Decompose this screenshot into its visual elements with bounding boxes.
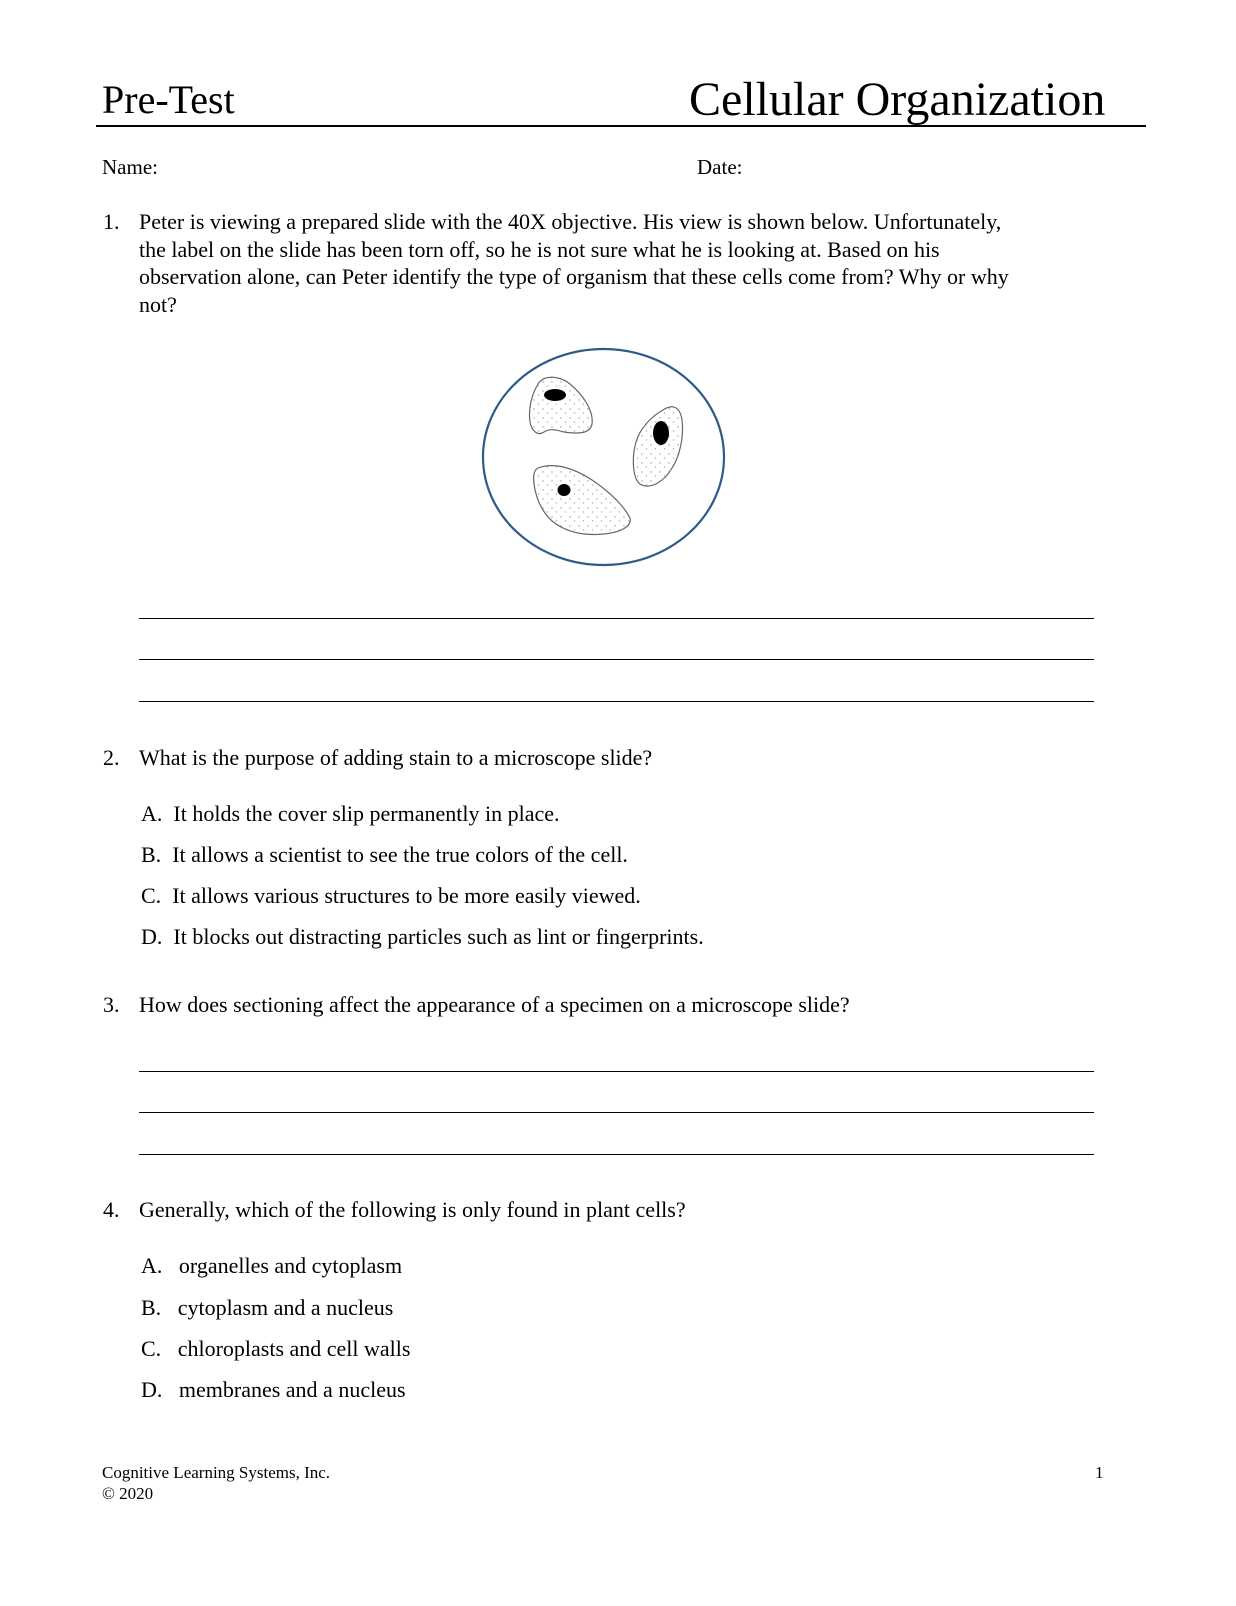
question-2-option-a[interactable] (141, 800, 560, 828)
option-letter: D. (141, 924, 163, 949)
option-text: membranes and a nucleus (178, 1377, 406, 1402)
question-2-number: 2. (103, 745, 120, 770)
option-text: chloroplasts and cell walls (177, 1336, 411, 1361)
question-4-number: 4. (103, 1197, 120, 1222)
option-text: organelles and cytoplasm (178, 1253, 403, 1278)
question-1-number: 1. (103, 209, 120, 234)
question-4-option-c[interactable] (141, 1335, 410, 1363)
option-text: cytoplasm and a nucleus (177, 1295, 394, 1320)
answer-line-q1-1[interactable] (139, 618, 1094, 619)
question-4-option-a[interactable] (141, 1252, 402, 1280)
question-4-text: Generally, which of the following is only found in plant cells? (139, 1197, 686, 1222)
option-letter: B. (141, 842, 162, 867)
question-2-option-c[interactable] (141, 882, 641, 910)
option-text: It allows various structures to be more easily viewed. (172, 883, 641, 908)
footer-company: Cognitive Learning Systems, Inc. (102, 1463, 331, 1482)
option-letter: C. (141, 1336, 162, 1361)
question-4-option-d[interactable] (141, 1376, 406, 1404)
microscope-view-figure (478, 344, 730, 570)
page-title-topic: Cellular Organization (689, 73, 1106, 126)
option-letter: A. (141, 801, 163, 826)
option-text: It allows a scientist to see the true colors of the cell. (172, 842, 628, 867)
question-1-line: not? (139, 291, 177, 317)
question-1-line: the label on the slide has been torn off, so he is not sure what he is looking at. Based on his (139, 236, 940, 262)
question-4-option-b[interactable] (141, 1294, 393, 1322)
question-2-option-b[interactable] (141, 841, 628, 869)
answer-line-q3-3[interactable] (139, 1154, 1094, 1155)
answer-line-q1-2[interactable] (139, 659, 1094, 660)
question-1-line: observation alone, can Peter identify the type of organism that these cells come from? Why or why (139, 264, 1009, 289)
question-3-text: How does sectioning affect the appearance of a specimen on a microscope slide? (139, 992, 850, 1017)
page-title-pretest: Pre-Test (102, 77, 235, 122)
option-letter: B. (141, 1295, 162, 1320)
footer-copyright: © 2020 (102, 1484, 154, 1503)
date-label: Date: (697, 155, 743, 179)
answer-line-q3-1[interactable] (139, 1071, 1094, 1072)
option-letter: A. (141, 1253, 163, 1278)
name-label: Name: (102, 155, 158, 179)
option-text: It holds the cover slip permanently in place. (173, 801, 560, 826)
header-divider (96, 125, 1146, 127)
question-2-option-d[interactable] (141, 923, 704, 951)
question-3-number: 3. (103, 992, 120, 1017)
answer-line-q3-2[interactable] (139, 1112, 1094, 1113)
option-letter: D. (141, 1377, 163, 1402)
question-1-line: Peter is viewing a prepared slide with the 40X objective. His view is shown below. Unfortunately, (139, 209, 1002, 234)
question-2-text: What is the purpose of adding stain to a microscope slide? (139, 745, 653, 770)
answer-line-q1-3[interactable] (139, 701, 1094, 702)
option-text: It blocks out distracting particles such as lint or fingerprints. (173, 924, 704, 949)
page-number: 1 (1095, 1463, 1104, 1482)
option-letter: C. (141, 883, 162, 908)
microscope-field-icon (478, 344, 730, 570)
question-1-text (139, 208, 1099, 318)
